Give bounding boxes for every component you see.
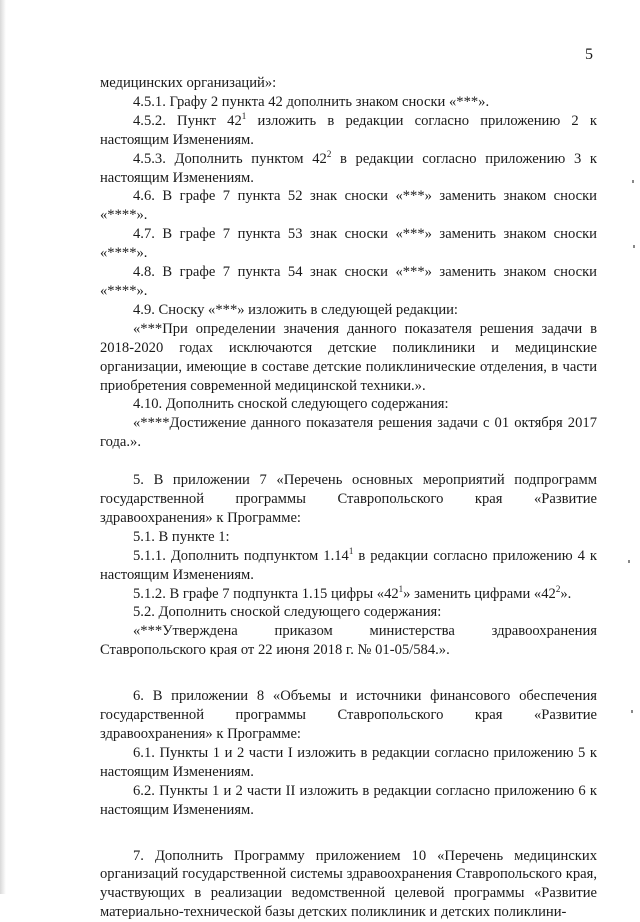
document-body xyxy=(100,74,597,922)
superscript: 1 xyxy=(348,545,354,556)
footnote-quote-2: «****Достижение данного показателя решения задачи с 01 октября 2017 года.». xyxy=(100,415,597,451)
superscript: 2 xyxy=(555,583,561,594)
paragraph-7: 7. Дополнить Программу приложением 10 «Перечень медицинских организаций государственной системы здравоохранения Ставропольского края, участвующих в реализации ведомственной целевой программы «Развитие материально-технической базы детских поликлиник и детских поликлини- xyxy=(100,847,597,921)
paragraph-5-1-2 xyxy=(100,585,597,604)
footnote-quote-3: «***Утверждена приказом министерства здравоохранения Ставропольского края от 22 июня 2018 г. № 01-05/584.». xyxy=(100,623,597,659)
text-part: 5.1.1. Дополнить подпунктом 1.14 xyxy=(133,547,349,564)
text-part: 4.5.2. Пункт 42 xyxy=(133,112,242,129)
page-number: 5 xyxy=(585,46,593,63)
paragraph-continuation: медицинских организаций»: xyxy=(100,75,277,91)
paragraph-6-2: 6.2. Пункты 1 и 2 части II изложить в редакции согласно приложению 6 к настоящим Изменениям. xyxy=(100,782,597,818)
scan-edge xyxy=(0,0,6,894)
text-part: » заменить цифрами «42 xyxy=(403,585,556,602)
superscript: 2 xyxy=(326,148,332,159)
paragraph-4-9: 4.9. Сноску «***» изложить в следующей редакции: xyxy=(133,301,458,318)
paragraph-4-5-3 xyxy=(100,150,597,188)
paragraph-5: 5. В приложении 7 «Перечень основных мероприятий подпрограмм государственной программы Ставропольского края «Развитие здравоохранения» к Программе: xyxy=(100,472,597,526)
text-part: 5.1.2. В графе 7 подпункта 1.15 цифры «42 xyxy=(133,585,399,602)
text-part: 4.5.3. Дополнить пунктом 42 xyxy=(133,150,327,167)
paragraph-4-5-1: 4.5.1. Графу 2 пункта 42 дополнить знаком сноски «***». xyxy=(133,93,490,110)
paragraph-5-2: 5.2. Дополнить сноской следующего содержания: xyxy=(133,604,442,621)
text-part: ». xyxy=(560,585,572,602)
scan-speck xyxy=(632,180,634,183)
paragraph-6: 6. В приложении 8 «Объемы и источники финансового обеспечения государственной программы Ставропольского края «Развитие здравоохранения» к Программе: xyxy=(100,688,597,742)
scan-speck xyxy=(628,560,630,563)
scan-speck xyxy=(633,245,635,248)
paragraph-5-1-1 xyxy=(100,547,597,585)
footnote-quote-1: «***При определении значения данного показателя решения задачи в 2018-2020 годах исключаются детские поликлиники и медицинские организации, имеющие в составе детские поликлинические отделения, в части приобретения современной медицинской техники.». xyxy=(100,320,597,394)
paragraph-4-7: 4.7. В графе 7 пункта 53 знак сноски «***» заменить знаком сноски «****». xyxy=(100,226,597,262)
paragraph-4-5-2 xyxy=(100,112,597,150)
paragraph-5-1: 5.1. В пункте 1: xyxy=(133,528,230,545)
text-part: изложить в редакции согласно приложению 2 к настоящим Изменениям. xyxy=(100,112,597,148)
text-part: в редакции согласно приложению 3 к настоящим Изменениям. xyxy=(100,150,598,186)
text-part: в редакции согласно приложению 4 к настоящим Изменениям. xyxy=(100,547,597,583)
scan-speck xyxy=(631,710,633,713)
paragraph-4-10: 4.10. Дополнить сноской следующего содержания: xyxy=(133,396,449,413)
paragraph-4-6: 4.6. В графе 7 пункта 52 знак сноски «***» заменить знаком сноски «****». xyxy=(100,188,597,224)
paragraph-6-1: 6.1. Пункты 1 и 2 части I изложить в редакции согласно приложению 5 к настоящим Изменениям. xyxy=(100,744,597,780)
superscript: 1 xyxy=(398,583,404,594)
superscript: 1 xyxy=(241,110,247,121)
paragraph-4-8: 4.8. В графе 7 пункта 54 знак сноски «***» заменить знаком сноски «****». xyxy=(100,264,597,299)
